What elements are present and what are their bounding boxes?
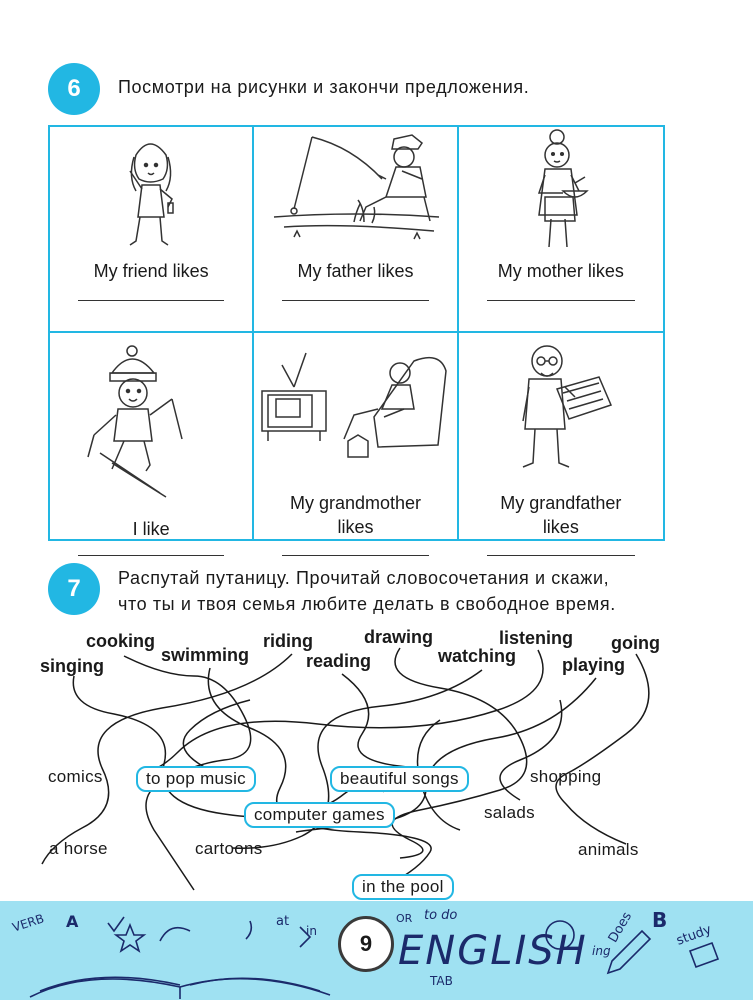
phrase-animals: animals — [578, 840, 639, 859]
grid-cell-father — [254, 127, 458, 333]
decor-in: in — [306, 924, 317, 938]
verb-reading: reading — [306, 651, 372, 671]
decor-verb: VERB — [10, 911, 46, 935]
girl-singing-picture — [50, 127, 255, 257]
phrase-salads: salads — [484, 803, 535, 822]
grid-cell-mother — [459, 127, 663, 333]
check-doodle-icon — [108, 917, 124, 931]
decor-does: Does — [605, 909, 636, 946]
exercise-7-instruction-line-2: что ты и твоя семья любите делать в свободное время. — [118, 594, 616, 614]
man-fishing-picture — [254, 127, 459, 257]
caption-grandmother-2: likes — [337, 517, 374, 537]
caption-grandfather-1: My grandfather — [500, 493, 622, 513]
decor-to-do: to do — [424, 908, 458, 923]
exercise-7-instruction-line-1: Распутай путаницу. Прочитай словосочетания и скажи, — [118, 568, 610, 588]
grid-cell-i — [50, 333, 254, 539]
phrase-beautiful-songs: beautiful songs — [330, 766, 469, 792]
caption-grandmother-1: My grandmother — [289, 493, 422, 513]
tangle-line-going — [556, 654, 649, 844]
verb-watching: watching — [438, 646, 517, 666]
exercise-7-badge: 7 — [48, 563, 100, 615]
woman-cooking-picture — [459, 127, 664, 257]
tangle-line-drawing — [392, 648, 526, 858]
phrase-computer-games: computer games — [244, 802, 395, 828]
caption-i: I like — [132, 519, 170, 539]
tangle-line-riding — [42, 654, 292, 864]
verb-riding: riding — [263, 631, 313, 651]
grandmother-tv-cat-picture — [254, 333, 459, 468]
page-number: 9 — [338, 916, 394, 972]
decor-english: ENGLISH — [398, 928, 588, 974]
decor-b: B — [652, 908, 668, 932]
caption-grandfather-2: likes — [542, 517, 579, 537]
answer-line-father[interactable] — [282, 300, 428, 301]
phrase-shopping: shopping — [530, 767, 602, 786]
verb-going: going — [611, 633, 660, 653]
phrase-a-horse: a horse — [49, 839, 108, 858]
decor-study: study — [674, 922, 714, 949]
exercise-6-badge: 6 — [48, 63, 100, 115]
phrase-comics: comics — [48, 767, 103, 786]
decor-tab: TAB — [430, 974, 453, 988]
caption-father: My father likes — [297, 261, 414, 281]
decor-or: OR — [396, 912, 413, 925]
answer-line-grandfather[interactable] — [487, 555, 635, 556]
answer-line-friend[interactable] — [78, 300, 224, 301]
phrase-in-the-pool: in the pool — [352, 874, 454, 900]
star-doodle-icon — [116, 925, 144, 951]
boy-skiing-picture — [50, 333, 255, 508]
caption-mother: My mother likes — [497, 261, 624, 281]
decor-a: A — [66, 912, 79, 931]
decor-ing: ing — [592, 944, 611, 958]
phrase-to-pop-music: to pop music — [136, 766, 256, 792]
grandfather-newspaper-picture — [459, 333, 664, 483]
tangle-line-extra-2 — [183, 700, 250, 770]
verb-swimming: swimming — [161, 645, 250, 665]
verb-cooking: cooking — [86, 631, 156, 651]
exercise-6-instruction: Посмотри на рисунки и закончи предложения. — [118, 77, 530, 97]
tangle-line-singing — [73, 676, 384, 817]
decor-at: at — [276, 914, 290, 929]
verb-singing: singing — [40, 656, 104, 676]
grid-cell-friend — [50, 127, 254, 333]
verb-playing: playing — [562, 655, 626, 675]
answer-line-i[interactable] — [78, 555, 224, 556]
answer-line-grandmother[interactable] — [282, 555, 428, 556]
verb-drawing: drawing — [364, 627, 434, 647]
answer-line-mother[interactable] — [487, 300, 635, 301]
grid-cell-grandfather — [459, 333, 663, 539]
picture-grid — [48, 125, 665, 541]
verb-listening: listening — [499, 628, 574, 648]
caption-friend: My friend likes — [93, 261, 209, 281]
grid-cell-grandmother — [254, 333, 458, 539]
phrase-cartoons: cartoons — [195, 839, 263, 858]
